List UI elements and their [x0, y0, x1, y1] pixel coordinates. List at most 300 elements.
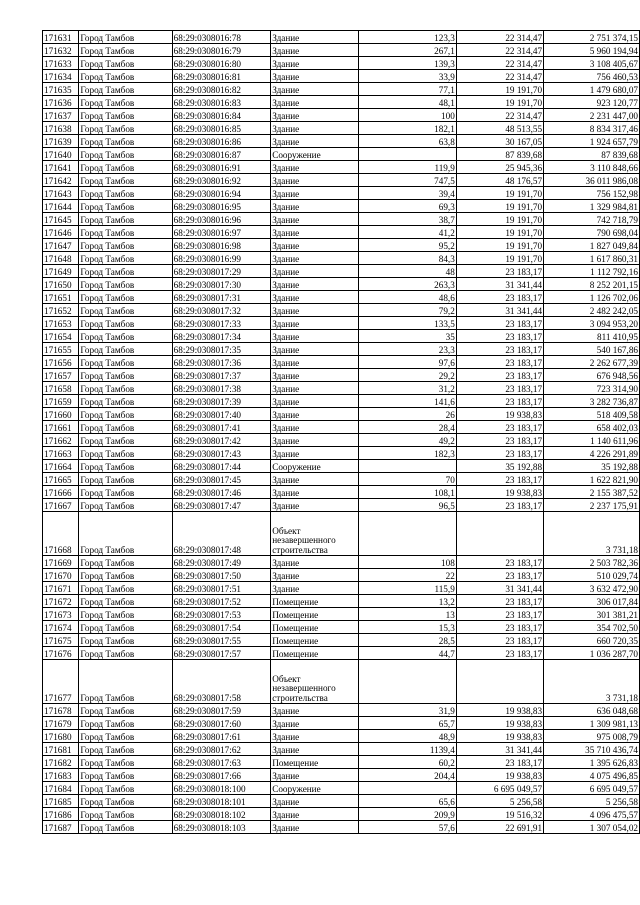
locality-cell: Город Тамбов [79, 239, 172, 252]
table-body [43, 31, 640, 834]
unit-value-cell [456, 660, 543, 704]
table-row [43, 382, 640, 395]
cadastral-number-cell: 68:29:0308017:46 [172, 486, 271, 499]
table-row [43, 408, 640, 421]
area-cell: 97,6 [359, 356, 457, 369]
area-cell: 22 [359, 569, 457, 582]
row-number-cell: 171681 [43, 743, 79, 756]
object-type-cell: Здание [271, 556, 359, 569]
row-number-cell: 171656 [43, 356, 79, 369]
cadastral-value-cell: 1 617 860,31 [544, 252, 640, 265]
cadastral-number-cell: 68:29:0308016:83 [172, 96, 271, 109]
cadastral-value-cell: 540 167,86 [544, 343, 640, 356]
object-type-cell: Здание [271, 569, 359, 582]
object-type-cell: Здание [271, 83, 359, 96]
table-row [43, 109, 640, 122]
object-type-cell: Здание [271, 473, 359, 486]
cadastral-value-cell: 301 381,21 [544, 608, 640, 621]
object-type-cell: Объект незавершенного строительства [271, 512, 359, 556]
cadastral-value-cell: 8 252 201,15 [544, 278, 640, 291]
locality-cell: Город Тамбов [79, 109, 172, 122]
cadastral-number-cell: 68:29:0308017:30 [172, 278, 271, 291]
table-row [43, 317, 640, 330]
unit-value-cell: 19 938,83 [456, 730, 543, 743]
area-cell: 41,2 [359, 226, 457, 239]
area-cell: 49,2 [359, 434, 457, 447]
row-number-cell: 171650 [43, 278, 79, 291]
locality-cell: Город Тамбов [79, 44, 172, 57]
area-cell: 100 [359, 109, 457, 122]
area-cell: 84,3 [359, 252, 457, 265]
locality-cell: Город Тамбов [79, 634, 172, 647]
unit-value-cell: 23 183,17 [456, 395, 543, 408]
cadastral-number-cell: 68:29:0308017:33 [172, 317, 271, 330]
object-type-cell: Здание [271, 278, 359, 291]
area-cell: 39,4 [359, 187, 457, 200]
row-number-cell: 171640 [43, 148, 79, 161]
table-row [43, 96, 640, 109]
locality-cell: Город Тамбов [79, 213, 172, 226]
area-cell: 1139,4 [359, 743, 457, 756]
row-number-cell: 171644 [43, 200, 79, 213]
cadastral-value-cell: 306 017,84 [544, 595, 640, 608]
area-cell: 26 [359, 408, 457, 421]
cadastral-value-cell: 636 048,68 [544, 704, 640, 717]
area-cell: 141,6 [359, 395, 457, 408]
cadastral-number-cell: 68:29:0308017:60 [172, 717, 271, 730]
object-type-cell: Здание [271, 447, 359, 460]
locality-cell: Город Тамбов [79, 83, 172, 96]
cadastral-value-cell: 5 256,58 [544, 795, 640, 808]
unit-value-cell: 19 191,70 [456, 252, 543, 265]
cadastral-number-cell: 68:29:0308017:29 [172, 265, 271, 278]
area-cell: 79,2 [359, 304, 457, 317]
row-number-cell: 171646 [43, 226, 79, 239]
row-number-cell: 171637 [43, 109, 79, 122]
area-cell: 209,9 [359, 808, 457, 821]
locality-cell: Город Тамбов [79, 808, 172, 821]
row-number-cell: 171682 [43, 756, 79, 769]
area-cell: 747,5 [359, 174, 457, 187]
row-number-cell: 171652 [43, 304, 79, 317]
cadastral-value-cell: 1 329 984,81 [544, 200, 640, 213]
cadastral-value-cell: 1 309 981,13 [544, 717, 640, 730]
locality-cell: Город Тамбов [79, 608, 172, 621]
locality-cell: Город Тамбов [79, 408, 172, 421]
table-row [43, 239, 640, 252]
table-row [43, 421, 640, 434]
area-cell: 69,3 [359, 200, 457, 213]
cadastral-value-cell: 2 751 374,15 [544, 31, 640, 44]
table-row [43, 213, 640, 226]
unit-value-cell: 5 256,58 [456, 795, 543, 808]
unit-value-cell: 19 191,70 [456, 96, 543, 109]
area-cell: 65,6 [359, 795, 457, 808]
unit-value-cell: 23 183,17 [456, 434, 543, 447]
row-number-cell: 171666 [43, 486, 79, 499]
cadastral-number-cell: 68:29:0308017:43 [172, 447, 271, 460]
row-number-cell: 171662 [43, 434, 79, 447]
unit-value-cell: 23 183,17 [456, 382, 543, 395]
object-type-cell: Здание [271, 265, 359, 278]
table-row [43, 330, 640, 343]
cadastral-value-cell: 756 152,98 [544, 187, 640, 200]
object-type-cell: Здание [271, 704, 359, 717]
table-row [43, 756, 640, 769]
object-type-cell: Здание [271, 421, 359, 434]
cadastral-value-cell: 2 503 782,36 [544, 556, 640, 569]
cadastral-value-cell: 1 395 626,83 [544, 756, 640, 769]
area-cell: 33,9 [359, 70, 457, 83]
locality-cell: Город Тамбов [79, 161, 172, 174]
unit-value-cell: 23 183,17 [456, 421, 543, 434]
object-type-cell: Здание [271, 57, 359, 70]
locality-cell: Город Тамбов [79, 226, 172, 239]
locality-cell: Город Тамбов [79, 135, 172, 148]
object-type-cell: Объект незавершенного строительства [271, 660, 359, 704]
row-number-cell: 171661 [43, 421, 79, 434]
area-cell: 28,4 [359, 421, 457, 434]
table-row [43, 582, 640, 595]
area-cell: 70 [359, 473, 457, 486]
cadastral-number-cell: 68:29:0308017:45 [172, 473, 271, 486]
cadastral-value-cell: 87 839,68 [544, 148, 640, 161]
object-type-cell: Здание [271, 808, 359, 821]
table-row [43, 174, 640, 187]
table-row [43, 83, 640, 96]
area-cell: 95,2 [359, 239, 457, 252]
unit-value-cell: 19 191,70 [456, 83, 543, 96]
locality-cell: Город Тамбов [79, 122, 172, 135]
table-row [43, 460, 640, 473]
row-number-cell: 171649 [43, 265, 79, 278]
unit-value-cell: 31 341,44 [456, 278, 543, 291]
row-number-cell: 171672 [43, 595, 79, 608]
cadastral-value-table [42, 30, 640, 834]
cadastral-number-cell: 68:29:0308017:38 [172, 382, 271, 395]
cadastral-number-cell: 68:29:0308017:44 [172, 460, 271, 473]
row-number-cell: 171657 [43, 369, 79, 382]
cadastral-value-cell: 1 827 049,84 [544, 239, 640, 252]
area-cell: 38,7 [359, 213, 457, 226]
cadastral-value-cell: 3 108 405,67 [544, 57, 640, 70]
row-number-cell: 171654 [43, 330, 79, 343]
cadastral-number-cell: 68:29:0308018:103 [172, 821, 271, 834]
area-cell: 108 [359, 556, 457, 569]
row-number-cell: 171686 [43, 808, 79, 821]
object-type-cell: Здание [271, 582, 359, 595]
row-number-cell: 171665 [43, 473, 79, 486]
cadastral-number-cell: 68:29:0308018:101 [172, 795, 271, 808]
object-type-cell: Здание [271, 343, 359, 356]
cadastral-number-cell: 68:29:0308016:92 [172, 174, 271, 187]
area-cell: 23,3 [359, 343, 457, 356]
unit-value-cell: 22 314,47 [456, 70, 543, 83]
cadastral-number-cell: 68:29:0308017:48 [172, 512, 271, 556]
area-cell: 119,9 [359, 161, 457, 174]
table-row [43, 730, 640, 743]
table-row [43, 717, 640, 730]
cadastral-value-cell: 3 632 472,90 [544, 582, 640, 595]
object-type-cell: Здание [271, 499, 359, 512]
table-row [43, 621, 640, 634]
cadastral-value-cell: 6 695 049,57 [544, 782, 640, 795]
row-number-cell: 171653 [43, 317, 79, 330]
row-number-cell: 171664 [43, 460, 79, 473]
table-row [43, 769, 640, 782]
locality-cell: Город Тамбов [79, 473, 172, 486]
cadastral-value-cell: 2 231 447,00 [544, 109, 640, 122]
table-row [43, 369, 640, 382]
unit-value-cell: 23 183,17 [456, 647, 543, 660]
cadastral-number-cell: 68:29:0308017:32 [172, 304, 271, 317]
locality-cell: Город Тамбов [79, 356, 172, 369]
row-number-cell: 171658 [43, 382, 79, 395]
unit-value-cell: 23 183,17 [456, 556, 543, 569]
cadastral-value-cell: 676 948,56 [544, 369, 640, 382]
cadastral-number-cell: 68:29:0308017:59 [172, 704, 271, 717]
locality-cell: Город Тамбов [79, 704, 172, 717]
cadastral-number-cell: 68:29:0308016:97 [172, 226, 271, 239]
unit-value-cell: 19 938,83 [456, 704, 543, 717]
area-cell: 65,7 [359, 717, 457, 730]
cadastral-value-cell: 3 731,18 [544, 660, 640, 704]
area-cell: 182,1 [359, 122, 457, 135]
area-cell: 139,3 [359, 57, 457, 70]
cadastral-number-cell: 68:29:0308017:52 [172, 595, 271, 608]
cadastral-value-cell: 658 402,03 [544, 421, 640, 434]
row-number-cell: 171643 [43, 187, 79, 200]
area-cell: 263,3 [359, 278, 457, 291]
table-row [43, 161, 640, 174]
locality-cell: Город Тамбов [79, 421, 172, 434]
unit-value-cell: 48 176,57 [456, 174, 543, 187]
unit-value-cell: 23 183,17 [456, 265, 543, 278]
cadastral-number-cell: 68:29:0308016:86 [172, 135, 271, 148]
cadastral-number-cell: 68:29:0308016:82 [172, 83, 271, 96]
cadastral-value-cell: 354 702,50 [544, 621, 640, 634]
unit-value-cell: 19 191,70 [456, 239, 543, 252]
locality-cell: Город Тамбов [79, 57, 172, 70]
row-number-cell: 171676 [43, 647, 79, 660]
area-cell: 28,5 [359, 634, 457, 647]
table-row [43, 291, 640, 304]
area-cell: 63,8 [359, 135, 457, 148]
locality-cell: Город Тамбов [79, 621, 172, 634]
area-cell [359, 660, 457, 704]
object-type-cell: Помещение [271, 608, 359, 621]
unit-value-cell: 31 341,44 [456, 304, 543, 317]
cadastral-value-cell: 1 036 287,70 [544, 647, 640, 660]
object-type-cell: Здание [271, 226, 359, 239]
cadastral-number-cell: 68:29:0308017:54 [172, 621, 271, 634]
cadastral-number-cell: 68:29:0308017:55 [172, 634, 271, 647]
cadastral-value-cell: 8 834 317,46 [544, 122, 640, 135]
area-cell: 115,9 [359, 582, 457, 595]
cadastral-value-cell: 923 120,77 [544, 96, 640, 109]
unit-value-cell: 48 513,55 [456, 122, 543, 135]
cadastral-number-cell: 68:29:0308017:49 [172, 556, 271, 569]
row-number-cell: 171685 [43, 795, 79, 808]
row-number-cell: 171687 [43, 821, 79, 834]
object-type-cell: Сооружение [271, 460, 359, 473]
locality-cell: Город Тамбов [79, 717, 172, 730]
table-row [43, 265, 640, 278]
cadastral-number-cell: 68:29:0308016:81 [172, 70, 271, 83]
row-number-cell: 171638 [43, 122, 79, 135]
unit-value-cell: 23 183,17 [456, 756, 543, 769]
cadastral-value-cell: 2 482 242,05 [544, 304, 640, 317]
area-cell: 133,5 [359, 317, 457, 330]
locality-cell: Город Тамбов [79, 369, 172, 382]
unit-value-cell: 19 938,83 [456, 717, 543, 730]
area-cell: 48,6 [359, 291, 457, 304]
cadastral-value-cell: 3 282 736,87 [544, 395, 640, 408]
cadastral-number-cell: 68:29:0308017:41 [172, 421, 271, 434]
object-type-cell: Здание [271, 717, 359, 730]
object-type-cell: Здание [271, 730, 359, 743]
locality-cell: Город Тамбов [79, 795, 172, 808]
locality-cell: Город Тамбов [79, 291, 172, 304]
row-number-cell: 171631 [43, 31, 79, 44]
unit-value-cell: 23 183,17 [456, 569, 543, 582]
cadastral-value-cell: 510 029,74 [544, 569, 640, 582]
cadastral-number-cell: 68:29:0308017:53 [172, 608, 271, 621]
row-number-cell: 171669 [43, 556, 79, 569]
row-number-cell: 171677 [43, 660, 79, 704]
cadastral-value-cell: 35 710 436,74 [544, 743, 640, 756]
locality-cell: Город Тамбов [79, 304, 172, 317]
unit-value-cell: 30 167,05 [456, 135, 543, 148]
cadastral-value-cell: 1 140 611,96 [544, 434, 640, 447]
cadastral-value-cell: 2 262 677,39 [544, 356, 640, 369]
row-number-cell: 171645 [43, 213, 79, 226]
unit-value-cell: 23 183,17 [456, 369, 543, 382]
row-number-cell: 171667 [43, 499, 79, 512]
cadastral-value-cell: 4 096 475,57 [544, 808, 640, 821]
area-cell: 48 [359, 265, 457, 278]
locality-cell: Город Тамбов [79, 730, 172, 743]
cadastral-number-cell: 68:29:0308016:99 [172, 252, 271, 265]
cadastral-value-cell: 811 410,95 [544, 330, 640, 343]
locality-cell: Город Тамбов [79, 782, 172, 795]
area-cell [359, 512, 457, 556]
unit-value-cell: 87 839,68 [456, 148, 543, 161]
locality-cell: Город Тамбов [79, 595, 172, 608]
area-cell: 44,7 [359, 647, 457, 660]
locality-cell: Город Тамбов [79, 317, 172, 330]
cadastral-value-cell: 723 314,90 [544, 382, 640, 395]
unit-value-cell: 22 314,47 [456, 44, 543, 57]
row-number-cell: 171670 [43, 569, 79, 582]
unit-value-cell: 23 183,17 [456, 330, 543, 343]
cadastral-value-cell: 756 460,53 [544, 70, 640, 83]
area-cell: 48,9 [359, 730, 457, 743]
unit-value-cell: 23 183,17 [456, 343, 543, 356]
locality-cell: Город Тамбов [79, 252, 172, 265]
row-number-cell: 171632 [43, 44, 79, 57]
row-number-cell: 171668 [43, 512, 79, 556]
table-row [43, 70, 640, 83]
object-type-cell: Здание [271, 291, 359, 304]
cadastral-number-cell: 68:29:0308017:66 [172, 769, 271, 782]
cadastral-number-cell: 68:29:0308016:85 [172, 122, 271, 135]
object-type-cell: Помещение [271, 634, 359, 647]
row-number-cell: 171639 [43, 135, 79, 148]
cadastral-number-cell: 68:29:0308017:39 [172, 395, 271, 408]
cadastral-number-cell: 68:29:0308017:47 [172, 499, 271, 512]
object-type-cell: Здание [271, 304, 359, 317]
area-cell [359, 460, 457, 473]
cadastral-value-cell: 1 126 702,06 [544, 291, 640, 304]
area-cell: 13,2 [359, 595, 457, 608]
unit-value-cell: 22 314,47 [456, 57, 543, 70]
object-type-cell: Здание [271, 31, 359, 44]
area-cell: 182,3 [359, 447, 457, 460]
cadastral-number-cell: 68:29:0308016:95 [172, 200, 271, 213]
locality-cell: Город Тамбов [79, 647, 172, 660]
cadastral-number-cell: 68:29:0308017:51 [172, 582, 271, 595]
row-number-cell: 171633 [43, 57, 79, 70]
unit-value-cell: 23 183,17 [456, 356, 543, 369]
locality-cell: Город Тамбов [79, 278, 172, 291]
object-type-cell: Здание [271, 821, 359, 834]
cadastral-number-cell: 68:29:0308017:37 [172, 369, 271, 382]
locality-cell: Город Тамбов [79, 460, 172, 473]
unit-value-cell: 22 691,91 [456, 821, 543, 834]
unit-value-cell: 23 183,17 [456, 317, 543, 330]
row-number-cell: 171678 [43, 704, 79, 717]
locality-cell: Город Тамбов [79, 395, 172, 408]
table-row [43, 148, 640, 161]
unit-value-cell: 31 341,44 [456, 743, 543, 756]
cadastral-number-cell: 68:29:0308016:78 [172, 31, 271, 44]
area-cell: 48,1 [359, 96, 457, 109]
cadastral-value-cell: 1 479 680,07 [544, 83, 640, 96]
unit-value-cell: 19 191,70 [456, 226, 543, 239]
locality-cell: Город Тамбов [79, 743, 172, 756]
table-row [43, 447, 640, 460]
object-type-cell: Здание [271, 187, 359, 200]
area-cell: 57,6 [359, 821, 457, 834]
unit-value-cell: 23 183,17 [456, 499, 543, 512]
table-row [43, 122, 640, 135]
cadastral-value-cell: 36 011 986,08 [544, 174, 640, 187]
unit-value-cell: 25 945,36 [456, 161, 543, 174]
area-cell: 35 [359, 330, 457, 343]
object-type-cell: Здание [271, 44, 359, 57]
locality-cell: Город Тамбов [79, 569, 172, 582]
cadastral-value-cell: 790 698,04 [544, 226, 640, 239]
object-type-cell: Здание [271, 382, 359, 395]
table-row [43, 704, 640, 717]
row-number-cell: 171680 [43, 730, 79, 743]
cadastral-number-cell: 68:29:0308017:61 [172, 730, 271, 743]
cadastral-number-cell: 68:29:0308016:96 [172, 213, 271, 226]
cadastral-value-cell: 2 237 175,91 [544, 499, 640, 512]
table-row [43, 647, 640, 660]
locality-cell: Город Тамбов [79, 382, 172, 395]
cadastral-number-cell: 68:29:0308017:40 [172, 408, 271, 421]
unit-value-cell: 19 516,32 [456, 808, 543, 821]
locality-cell: Город Тамбов [79, 200, 172, 213]
table-row [43, 512, 640, 556]
object-type-cell: Здание [271, 317, 359, 330]
row-number-cell: 171648 [43, 252, 79, 265]
locality-cell: Город Тамбов [79, 187, 172, 200]
cadastral-value-cell: 975 008,79 [544, 730, 640, 743]
table-row [43, 795, 640, 808]
